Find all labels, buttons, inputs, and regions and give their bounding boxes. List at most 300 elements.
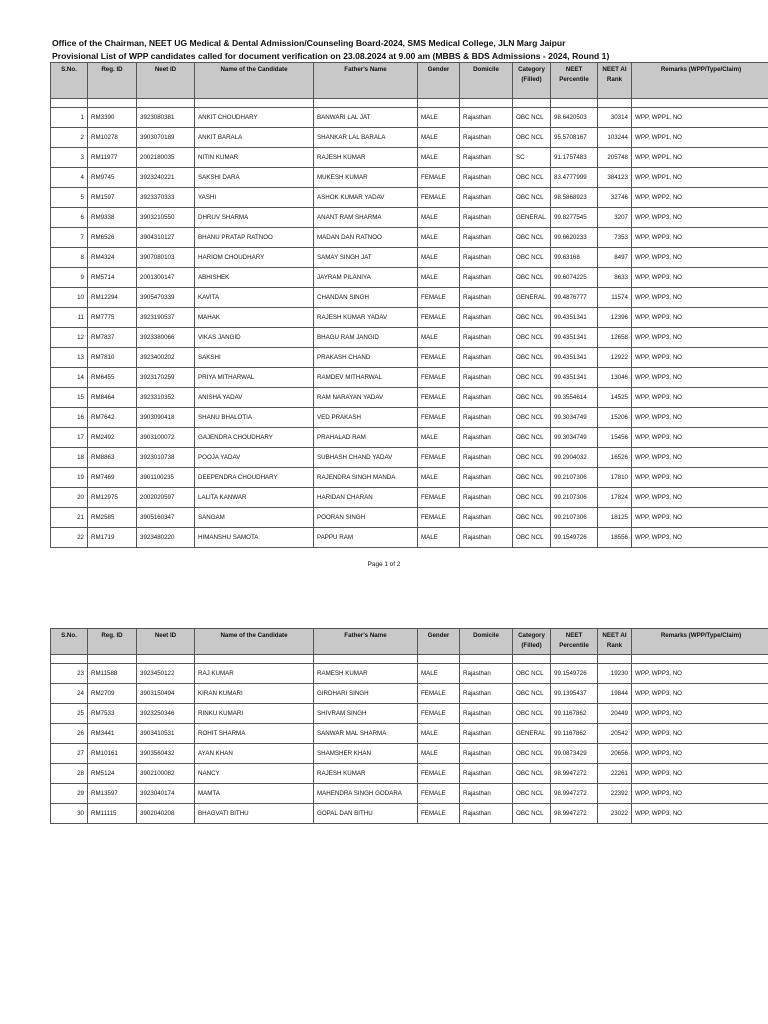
cell-father-name: CHANDAN SINGH xyxy=(314,288,418,308)
col-header-percentile: NEET Percentile xyxy=(551,629,598,655)
cell-candidate-name: VIKAS JANGID xyxy=(195,328,314,348)
cell-domicile: Rajasthan xyxy=(460,764,513,784)
col-header-reg-id: Reg. ID xyxy=(88,63,137,99)
cell-father-name: SHANKAR LAL BARALA xyxy=(314,128,418,148)
cell-percentile: 99.1167862 xyxy=(551,704,598,724)
cell-remarks: WPP, WPP3, NO xyxy=(632,388,768,408)
cell-ai-rank: 23022 xyxy=(598,804,632,824)
cell-domicile: Rajasthan xyxy=(460,228,513,248)
cell-gender: FEMALE xyxy=(418,684,460,704)
cell-sno: 13 xyxy=(51,348,88,368)
cell-domicile: Rajasthan xyxy=(460,168,513,188)
cell-father-name: HARIDAN CHARAN xyxy=(314,488,418,508)
header-line-1: Office of the Chairman, NEET UG Medical & Dental Admission/Counseling Board-2024, SMS Medical College, JLN Marg Jaipur xyxy=(52,38,566,48)
cell-category: OBC NCL xyxy=(513,188,551,208)
cell-candidate-name: ROHIT SHARMA xyxy=(195,724,314,744)
table-header-row xyxy=(51,63,768,99)
cell-reg-id: RM8464 xyxy=(88,388,137,408)
table-row xyxy=(51,248,768,268)
cell-candidate-name: ANKIT BARALA xyxy=(195,128,314,148)
cell-category: OBC NCL xyxy=(513,228,551,248)
col-header-ai-rank: NEET AI Rank xyxy=(598,629,632,655)
cell-sno: 11 xyxy=(51,308,88,328)
cell-percentile: 99.1549726 xyxy=(551,528,598,548)
cell-candidate-name: SAKSHI DARA xyxy=(195,168,314,188)
col-header-neet-id: Neet ID xyxy=(137,63,195,99)
table-row xyxy=(51,408,768,428)
table-row xyxy=(51,428,768,448)
cell-gender: MALE xyxy=(418,528,460,548)
cell-neet-id: 3923040174 xyxy=(137,784,195,804)
table-row xyxy=(51,328,768,348)
cell-father-name: PRAKASH CHAND xyxy=(314,348,418,368)
cell-gender: MALE xyxy=(418,664,460,684)
cell-percentile: 99.1395437 xyxy=(551,684,598,704)
cell-reg-id: RM7775 xyxy=(88,308,137,328)
cell-category: OBC NCL xyxy=(513,348,551,368)
cell-ai-rank: 19230 xyxy=(598,664,632,684)
cell-category: OBC NCL xyxy=(513,368,551,388)
table-row xyxy=(51,368,768,388)
cell-reg-id: RM7810 xyxy=(88,348,137,368)
cell-neet-id: 3903070189 xyxy=(137,128,195,148)
candidates-table-page-2 xyxy=(50,628,768,824)
cell-percentile: 99.1167862 xyxy=(551,724,598,744)
col-header-candidate-name: Name of the Candidate xyxy=(195,63,314,99)
cell-candidate-name: MAHAK xyxy=(195,308,314,328)
cell-gender: MALE xyxy=(418,128,460,148)
cell-domicile: Rajasthan xyxy=(460,664,513,684)
table-row xyxy=(51,288,768,308)
cell-father-name: GOPAL DAN BITHU xyxy=(314,804,418,824)
cell-neet-id: 3903560432 xyxy=(137,744,195,764)
cell-sno: 8 xyxy=(51,248,88,268)
cell-father-name: VED PRAKASH xyxy=(314,408,418,428)
cell-percentile: 99.4351341 xyxy=(551,368,598,388)
cell-neet-id: 3923480220 xyxy=(137,528,195,548)
cell-neet-id: 2001300147 xyxy=(137,268,195,288)
cell-reg-id: RM7642 xyxy=(88,408,137,428)
cell-gender: MALE xyxy=(418,228,460,248)
col-header-father-name: Father's Name xyxy=(314,63,418,99)
cell-neet-id: 3904310127 xyxy=(137,228,195,248)
col-header-reg-id: Reg. ID xyxy=(88,629,137,655)
cell-gender: MALE xyxy=(418,108,460,128)
cell-reg-id: RM8863 xyxy=(88,448,137,468)
cell-domicile: Rajasthan xyxy=(460,308,513,328)
cell-remarks: WPP, WPP3, NO xyxy=(632,528,768,548)
cell-percentile: 99.6620233 xyxy=(551,228,598,248)
cell-reg-id: RM12975 xyxy=(88,488,137,508)
cell-ai-rank: 103244 xyxy=(598,128,632,148)
cell-father-name: RAJENDRA SINGH MANDA xyxy=(314,468,418,488)
col-header-domicile: Domicile xyxy=(460,63,513,99)
cell-reg-id: RM11977 xyxy=(88,148,137,168)
cell-sno: 17 xyxy=(51,428,88,448)
cell-percentile: 99.3034749 xyxy=(551,428,598,448)
table-row xyxy=(51,488,768,508)
cell-neet-id: 3923450122 xyxy=(137,664,195,684)
cell-ai-rank: 8497 xyxy=(598,248,632,268)
cell-sno: 7 xyxy=(51,228,88,248)
cell-sno: 19 xyxy=(51,468,88,488)
cell-gender: MALE xyxy=(418,208,460,228)
cell-gender: FEMALE xyxy=(418,188,460,208)
cell-sno: 20 xyxy=(51,488,88,508)
cell-gender: FEMALE xyxy=(418,488,460,508)
cell-gender: FEMALE xyxy=(418,348,460,368)
col-header-neet-id: Neet ID xyxy=(137,629,195,655)
cell-category: OBC NCL xyxy=(513,168,551,188)
table-header-row xyxy=(51,629,768,655)
cell-sno: 26 xyxy=(51,724,88,744)
cell-ai-rank: 14525 xyxy=(598,388,632,408)
cell-candidate-name: DHRUV SHARMA xyxy=(195,208,314,228)
cell-percentile: 99.0873429 xyxy=(551,744,598,764)
cell-gender: MALE xyxy=(418,428,460,448)
cell-sno: 21 xyxy=(51,508,88,528)
cell-reg-id: RM7837 xyxy=(88,328,137,348)
cell-category: OBC NCL xyxy=(513,468,551,488)
cell-ai-rank: 30314 xyxy=(598,108,632,128)
cell-sno: 22 xyxy=(51,528,88,548)
cell-sno: 12 xyxy=(51,328,88,348)
cell-father-name: SAMAY SINGH JAT xyxy=(314,248,418,268)
cell-candidate-name: LALITA KANWAR xyxy=(195,488,314,508)
cell-sno: 5 xyxy=(51,188,88,208)
cell-percentile: 99.6074225 xyxy=(551,268,598,288)
cell-reg-id: RM9338 xyxy=(88,208,137,228)
cell-father-name: MAHENDRA SINGH GODARA xyxy=(314,784,418,804)
cell-percentile: 99.4351341 xyxy=(551,348,598,368)
cell-candidate-name: HIMANSHU SAMOTA xyxy=(195,528,314,548)
table-row xyxy=(51,468,768,488)
cell-category: GENERAL xyxy=(513,724,551,744)
cell-candidate-name: MAMTA xyxy=(195,784,314,804)
cell-ai-rank: 22261 xyxy=(598,764,632,784)
table-row xyxy=(51,784,768,804)
cell-remarks: WPP, WPP3, NO xyxy=(632,228,768,248)
cell-ai-rank: 7353 xyxy=(598,228,632,248)
cell-category: OBC NCL xyxy=(513,268,551,288)
cell-ai-rank: 3207 xyxy=(598,208,632,228)
cell-candidate-name: KIRAN KUMARI xyxy=(195,684,314,704)
cell-gender: MALE xyxy=(418,148,460,168)
cell-neet-id: 3923310352 xyxy=(137,388,195,408)
cell-ai-rank: 205748 xyxy=(598,148,632,168)
cell-sno: 2 xyxy=(51,128,88,148)
cell-category: OBC NCL xyxy=(513,744,551,764)
col-header-candidate-name: Name of the Candidate xyxy=(195,629,314,655)
cell-sno: 10 xyxy=(51,288,88,308)
cell-remarks: WPP, WPP2, NO xyxy=(632,188,768,208)
cell-percentile: 99.2107306 xyxy=(551,508,598,528)
cell-gender: FEMALE xyxy=(418,408,460,428)
document-header xyxy=(52,37,768,62)
cell-remarks: WPP, WPP3, NO xyxy=(632,268,768,288)
cell-domicile: Rajasthan xyxy=(460,328,513,348)
cell-category: OBC NCL xyxy=(513,488,551,508)
cell-ai-rank: 12922 xyxy=(598,348,632,368)
cell-reg-id: RM7469 xyxy=(88,468,137,488)
cell-father-name: RAMESH KUMAR xyxy=(314,664,418,684)
cell-candidate-name: ABHISHEK xyxy=(195,268,314,288)
col-header-remarks: Remarks (WPP/Type/Claim) xyxy=(632,63,768,99)
table-row xyxy=(51,208,768,228)
table-row xyxy=(51,724,768,744)
cell-ai-rank: 22392 xyxy=(598,784,632,804)
table-row xyxy=(51,684,768,704)
cell-percentile: 99.8277545 xyxy=(551,208,598,228)
cell-neet-id: 3902040208 xyxy=(137,804,195,824)
cell-ai-rank: 15456 xyxy=(598,428,632,448)
cell-father-name: RAJESH KUMAR xyxy=(314,764,418,784)
cell-candidate-name: RAJ KUMAR xyxy=(195,664,314,684)
cell-remarks: WPP, WPP3, NO xyxy=(632,428,768,448)
spacer-row xyxy=(51,99,768,108)
cell-neet-id: 3923250346 xyxy=(137,704,195,724)
cell-remarks: WPP, WPP3, NO xyxy=(632,468,768,488)
cell-ai-rank: 20656 xyxy=(598,744,632,764)
cell-remarks: WPP, WPP1, NO xyxy=(632,148,768,168)
table-row xyxy=(51,268,768,288)
cell-reg-id: RM5124 xyxy=(88,764,137,784)
table-row xyxy=(51,448,768,468)
cell-domicile: Rajasthan xyxy=(460,804,513,824)
spacer-row xyxy=(51,655,768,664)
cell-reg-id: RM10278 xyxy=(88,128,137,148)
cell-domicile: Rajasthan xyxy=(460,468,513,488)
cell-reg-id: RM12294 xyxy=(88,288,137,308)
cell-reg-id: RM6455 xyxy=(88,368,137,388)
cell-percentile: 99.3034749 xyxy=(551,408,598,428)
cell-domicile: Rajasthan xyxy=(460,368,513,388)
cell-remarks: WPP, WPP3, NO xyxy=(632,328,768,348)
cell-candidate-name: SHANU BHALOTIA xyxy=(195,408,314,428)
cell-father-name: GIRDHARI SINGH xyxy=(314,684,418,704)
cell-remarks: WPP, WPP3, NO xyxy=(632,348,768,368)
cell-percentile: 98.6420503 xyxy=(551,108,598,128)
cell-neet-id: 3903150494 xyxy=(137,684,195,704)
cell-father-name: PAPPU RAM xyxy=(314,528,418,548)
col-header-father-name: Father's Name xyxy=(314,629,418,655)
cell-neet-id: 3901100235 xyxy=(137,468,195,488)
cell-candidate-name: SANGAM xyxy=(195,508,314,528)
cell-ai-rank: 15206 xyxy=(598,408,632,428)
cell-father-name: MADAN DAN RATNOO xyxy=(314,228,418,248)
cell-reg-id: RM2492 xyxy=(88,428,137,448)
cell-remarks: WPP, WPP3, NO xyxy=(632,288,768,308)
cell-sno: 29 xyxy=(51,784,88,804)
cell-domicile: Rajasthan xyxy=(460,784,513,804)
cell-category: OBC NCL xyxy=(513,408,551,428)
cell-category: GENERAL xyxy=(513,208,551,228)
col-header-sno: S.No. xyxy=(51,629,88,655)
cell-domicile: Rajasthan xyxy=(460,388,513,408)
cell-candidate-name: ANISHA YADAV xyxy=(195,388,314,408)
table-row xyxy=(51,388,768,408)
cell-percentile: 99.2107306 xyxy=(551,468,598,488)
cell-ai-rank: 16526 xyxy=(598,448,632,468)
cell-gender: FEMALE xyxy=(418,784,460,804)
cell-domicile: Rajasthan xyxy=(460,268,513,288)
table-row xyxy=(51,128,768,148)
cell-category: OBC NCL xyxy=(513,764,551,784)
cell-gender: FEMALE xyxy=(418,764,460,784)
cell-reg-id: RM11115 xyxy=(88,804,137,824)
cell-candidate-name: SAKSHI xyxy=(195,348,314,368)
cell-category: OBC NCL xyxy=(513,108,551,128)
cell-gender: FEMALE xyxy=(418,168,460,188)
cell-domicile: Rajasthan xyxy=(460,148,513,168)
cell-domicile: Rajasthan xyxy=(460,128,513,148)
table-body-page-1 xyxy=(51,99,768,548)
cell-domicile: Rajasthan xyxy=(460,744,513,764)
cell-candidate-name: NITIN KUMAR xyxy=(195,148,314,168)
cell-remarks: WPP, WPP3, NO xyxy=(632,804,768,824)
cell-domicile: Rajasthan xyxy=(460,248,513,268)
table-row xyxy=(51,764,768,784)
cell-neet-id: 3923400202 xyxy=(137,348,195,368)
cell-ai-rank: 17810 xyxy=(598,468,632,488)
cell-ai-rank: 11574 xyxy=(598,288,632,308)
cell-reg-id: RM9745 xyxy=(88,168,137,188)
cell-neet-id: 3905470339 xyxy=(137,288,195,308)
cell-neet-id: 3905160347 xyxy=(137,508,195,528)
cell-reg-id: RM13597 xyxy=(88,784,137,804)
cell-percentile: 98.9947272 xyxy=(551,804,598,824)
cell-gender: MALE xyxy=(418,248,460,268)
cell-ai-rank: 8633 xyxy=(598,268,632,288)
cell-gender: FEMALE xyxy=(418,368,460,388)
cell-sno: 18 xyxy=(51,448,88,468)
cell-neet-id: 3903100072 xyxy=(137,428,195,448)
cell-domicile: Rajasthan xyxy=(460,428,513,448)
cell-candidate-name: HARIOM CHOUDHARY xyxy=(195,248,314,268)
table-row xyxy=(51,168,768,188)
col-header-domicile: Domicile xyxy=(460,629,513,655)
table-row xyxy=(51,528,768,548)
table-row xyxy=(51,664,768,684)
col-header-percentile: NEET Percentile xyxy=(551,63,598,99)
cell-father-name: BHAGU RAM JANGID xyxy=(314,328,418,348)
cell-remarks: WPP, WPP3, NO xyxy=(632,684,768,704)
cell-sno: 1 xyxy=(51,108,88,128)
cell-sno: 4 xyxy=(51,168,88,188)
cell-remarks: WPP, WPP1, NO xyxy=(632,128,768,148)
cell-remarks: WPP, WPP3, NO xyxy=(632,208,768,228)
cell-reg-id: RM3390 xyxy=(88,108,137,128)
cell-neet-id: 3903410531 xyxy=(137,724,195,744)
cell-father-name: SHIVRAM SINGH xyxy=(314,704,418,724)
cell-category: OBC NCL xyxy=(513,528,551,548)
cell-category: OBC NCL xyxy=(513,508,551,528)
cell-remarks: WPP, WPP3, NO xyxy=(632,448,768,468)
cell-neet-id: 3923080381 xyxy=(137,108,195,128)
cell-category: OBC NCL xyxy=(513,664,551,684)
cell-reg-id: RM7533 xyxy=(88,704,137,724)
cell-category: OBC NCL xyxy=(513,328,551,348)
cell-neet-id: 3923380066 xyxy=(137,328,195,348)
cell-percentile: 98.9947272 xyxy=(551,764,598,784)
cell-sno: 14 xyxy=(51,368,88,388)
cell-percentile: 95.5708167 xyxy=(551,128,598,148)
cell-reg-id: RM4324 xyxy=(88,248,137,268)
cell-category: OBC NCL xyxy=(513,704,551,724)
cell-father-name: ASHOK KUMAR YADAV xyxy=(314,188,418,208)
col-header-remarks: Remarks (WPP/Type/Claim) xyxy=(632,629,768,655)
cell-gender: FEMALE xyxy=(418,508,460,528)
cell-candidate-name: AYAN KHAN xyxy=(195,744,314,764)
cell-father-name: RAJESH KUMAR xyxy=(314,148,418,168)
cell-percentile: 91.1757483 xyxy=(551,148,598,168)
cell-domicile: Rajasthan xyxy=(460,528,513,548)
cell-reg-id: RM2709 xyxy=(88,684,137,704)
cell-neet-id: 3903090418 xyxy=(137,408,195,428)
cell-remarks: WPP, WPP3, NO xyxy=(632,368,768,388)
cell-gender: MALE xyxy=(418,328,460,348)
cell-father-name: JAYRAM PILANIYA xyxy=(314,268,418,288)
table-body-page-2 xyxy=(51,655,768,824)
cell-domicile: Rajasthan xyxy=(460,488,513,508)
cell-domicile: Rajasthan xyxy=(460,684,513,704)
cell-remarks: WPP, WPP3, NO xyxy=(632,308,768,328)
cell-reg-id: RM1719 xyxy=(88,528,137,548)
col-header-sno: S.No. xyxy=(51,63,88,99)
col-header-gender: Gender xyxy=(418,629,460,655)
cell-percentile: 99.2904032 xyxy=(551,448,598,468)
cell-domicile: Rajasthan xyxy=(460,188,513,208)
cell-candidate-name: POOJA YADAV xyxy=(195,448,314,468)
table-row xyxy=(51,508,768,528)
cell-domicile: Rajasthan xyxy=(460,724,513,744)
cell-ai-rank: 18556 xyxy=(598,528,632,548)
cell-neet-id: 3907080103 xyxy=(137,248,195,268)
table-row xyxy=(51,148,768,168)
cell-reg-id: RM10161 xyxy=(88,744,137,764)
cell-sno: 30 xyxy=(51,804,88,824)
cell-gender: MALE xyxy=(418,268,460,288)
cell-ai-rank: 17824 xyxy=(598,488,632,508)
cell-percentile: 83.4777999 xyxy=(551,168,598,188)
table-row xyxy=(51,108,768,128)
table-row xyxy=(51,348,768,368)
cell-father-name: SANWAR MAL SHARMA xyxy=(314,724,418,744)
cell-remarks: WPP, WPP3, NO xyxy=(632,724,768,744)
cell-gender: FEMALE xyxy=(418,448,460,468)
cell-sno: 15 xyxy=(51,388,88,408)
cell-sno: 27 xyxy=(51,744,88,764)
cell-domicile: Rajasthan xyxy=(460,704,513,724)
table-row xyxy=(51,228,768,248)
cell-percentile: 99.63168 xyxy=(551,248,598,268)
cell-reg-id: RM1597 xyxy=(88,188,137,208)
cell-father-name: MUKESH KUMAR xyxy=(314,168,418,188)
cell-category: OBC NCL xyxy=(513,308,551,328)
cell-gender: FEMALE xyxy=(418,704,460,724)
col-header-category: Category (Filled) xyxy=(513,629,551,655)
cell-candidate-name: RINKU KUMARI xyxy=(195,704,314,724)
cell-gender: MALE xyxy=(418,744,460,764)
cell-gender: FEMALE xyxy=(418,308,460,328)
cell-candidate-name: BHAGVATI BITHU xyxy=(195,804,314,824)
cell-ai-rank: 12396 xyxy=(598,308,632,328)
cell-neet-id: 3923190537 xyxy=(137,308,195,328)
cell-father-name: BANWARI LAL JAT xyxy=(314,108,418,128)
cell-remarks: WPP, WPP3, NO xyxy=(632,784,768,804)
cell-father-name: POORAN SINGH xyxy=(314,508,418,528)
cell-gender: FEMALE xyxy=(418,804,460,824)
